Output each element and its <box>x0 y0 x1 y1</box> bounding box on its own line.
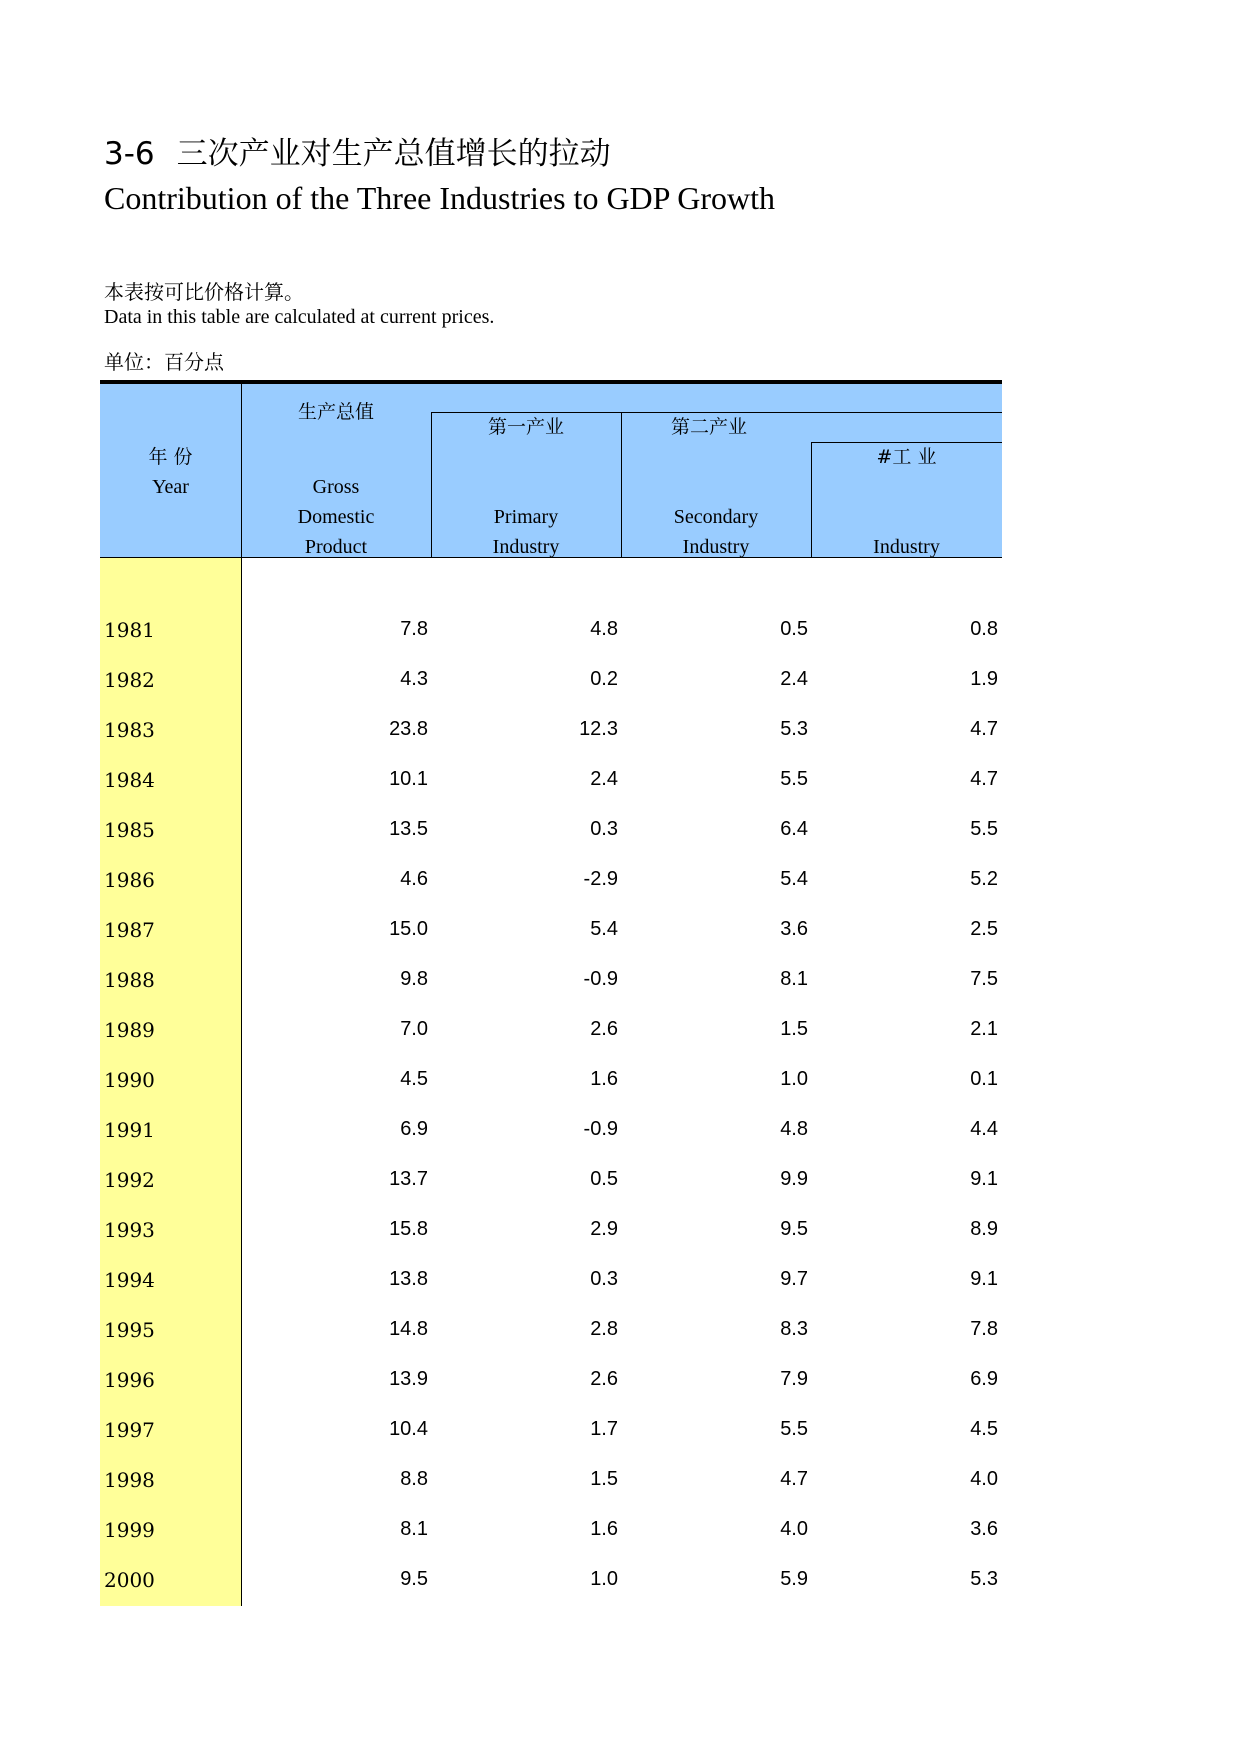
primary-cell: 0.2 <box>590 668 618 690</box>
industry-cell: 2.1 <box>970 1018 998 1040</box>
secondary-cell: 4.7 <box>780 1468 808 1490</box>
industry-cell: 6.9 <box>970 1368 998 1390</box>
table-row <box>100 808 1002 858</box>
year-cell: 1991 <box>104 1118 155 1142</box>
year-cell: 1999 <box>104 1518 155 1542</box>
gdp-cell: 7.8 <box>400 618 428 640</box>
year-cell: 1985 <box>104 818 155 842</box>
year-cell: 1996 <box>104 1368 155 1392</box>
industry-cell: 4.7 <box>970 718 998 740</box>
industry-cell: 9.1 <box>970 1168 998 1190</box>
industry-cell: 9.1 <box>970 1268 998 1290</box>
table-row <box>100 958 1002 1008</box>
primary-cell: 4.8 <box>590 618 618 640</box>
note-en: Data in this table are calculated at current prices. <box>104 306 495 328</box>
industry-cell: 3.6 <box>970 1518 998 1540</box>
year-cell: 1993 <box>104 1218 155 1242</box>
table-row <box>100 1158 1002 1208</box>
industry-cell: 4.0 <box>970 1468 998 1490</box>
industry-cell: 7.8 <box>970 1318 998 1340</box>
header-primary-cn: 第一产业 <box>487 416 564 438</box>
gdp-cell: 15.0 <box>389 918 428 940</box>
table-row <box>100 758 1002 808</box>
header-gdp-en-2: Domestic <box>297 506 375 528</box>
header-gdp-en-1: Gross <box>312 476 360 498</box>
industry-cell: 8.9 <box>970 1218 998 1240</box>
header-year-en: Year <box>152 476 189 498</box>
primary-cell: 0.3 <box>590 818 618 840</box>
gdp-cell: 4.3 <box>400 668 428 690</box>
year-cell: 1984 <box>104 768 155 792</box>
year-cell: 1989 <box>104 1018 155 1042</box>
table-row <box>100 1408 1002 1458</box>
secondary-cell: 5.5 <box>780 768 808 790</box>
secondary-cell: 6.4 <box>780 818 808 840</box>
table-row <box>100 1008 1002 1058</box>
primary-cell: -0.9 <box>583 1118 618 1140</box>
industry-cell: 0.8 <box>970 618 998 640</box>
table-row <box>100 1258 1002 1308</box>
year-cell: 1981 <box>104 618 155 642</box>
header-secondary-en-2: Industry <box>682 536 750 558</box>
note-cn: 本表按可比价格计算。 <box>104 280 304 304</box>
secondary-cell: 8.3 <box>780 1318 808 1340</box>
secondary-cell: 5.9 <box>780 1568 808 1590</box>
gdp-cell: 4.6 <box>400 868 428 890</box>
header-primary-en-2: Industry <box>492 536 560 558</box>
header-industry-cn: #工 业 <box>876 446 937 468</box>
table-row <box>100 708 1002 758</box>
industry-cell: 4.4 <box>970 1118 998 1140</box>
year-cell: 2000 <box>104 1568 155 1592</box>
gdp-cell: 13.9 <box>389 1368 428 1390</box>
header-primary-en-1: Primary <box>493 506 559 528</box>
gdp-cell: 13.8 <box>389 1268 428 1290</box>
header-gdp-en-3: Product <box>304 536 368 558</box>
primary-cell: 5.4 <box>590 918 618 940</box>
secondary-cell: 3.6 <box>780 918 808 940</box>
gdp-cell: 13.5 <box>389 818 428 840</box>
header-gdp-cn: 生产总值 <box>297 401 374 423</box>
secondary-cell: 9.9 <box>780 1168 808 1190</box>
gdp-cell: 10.1 <box>389 768 428 790</box>
secondary-cell: 8.1 <box>780 968 808 990</box>
unit-label: 单位：百分点 <box>104 350 224 374</box>
secondary-cell: 4.0 <box>780 1518 808 1540</box>
primary-cell: 2.6 <box>590 1368 618 1390</box>
secondary-cell: 4.8 <box>780 1118 808 1140</box>
gdp-cell: 8.1 <box>400 1518 428 1540</box>
industry-cell: 4.5 <box>970 1418 998 1440</box>
secondary-cell: 1.0 <box>780 1068 808 1090</box>
table-row <box>100 1058 1002 1108</box>
year-cell: 1995 <box>104 1318 155 1342</box>
table-row <box>100 1558 1002 1608</box>
primary-cell: 1.6 <box>590 1068 618 1090</box>
year-cell: 1990 <box>104 1068 155 1092</box>
header-industry-en: Industry <box>873 536 940 558</box>
year-cell: 1987 <box>104 918 155 942</box>
table-row <box>100 1308 1002 1358</box>
table-row <box>100 1508 1002 1558</box>
gdp-cell: 23.8 <box>389 718 428 740</box>
year-cell: 1992 <box>104 1168 155 1192</box>
primary-cell: 2.9 <box>590 1218 618 1240</box>
secondary-cell: 9.5 <box>780 1218 808 1240</box>
header-secondary-cn: 第二产业 <box>671 416 748 438</box>
gdp-cell: 4.5 <box>400 1068 428 1090</box>
secondary-cell: 1.5 <box>780 1018 808 1040</box>
page-title-en: Contribution of the Three Industries to GDP Growth <box>104 180 776 216</box>
gdp-cell: 7.0 <box>400 1018 428 1040</box>
page-title-cn <box>104 128 611 173</box>
primary-cell: 2.8 <box>590 1318 618 1340</box>
industry-cell: 0.1 <box>970 1068 998 1090</box>
industry-cell: 4.7 <box>970 768 998 790</box>
primary-cell: 0.5 <box>590 1168 618 1190</box>
primary-cell: 1.5 <box>590 1468 618 1490</box>
table-row <box>100 658 1002 708</box>
secondary-cell: 9.7 <box>780 1268 808 1290</box>
year-cell: 1997 <box>104 1418 155 1442</box>
primary-cell: -2.9 <box>583 868 618 890</box>
industry-cell: 5.2 <box>970 868 998 890</box>
table-header <box>100 380 1002 558</box>
secondary-cell: 7.9 <box>780 1368 808 1390</box>
secondary-cell: 5.3 <box>780 718 808 740</box>
table-row <box>100 1458 1002 1508</box>
table-row <box>100 608 1002 658</box>
primary-cell: 1.0 <box>590 1568 618 1590</box>
table-row <box>100 1358 1002 1408</box>
table-row <box>100 908 1002 958</box>
secondary-cell: 5.4 <box>780 868 808 890</box>
gdp-cell: 10.4 <box>389 1418 428 1440</box>
industry-cell: 1.9 <box>970 668 998 690</box>
gdp-cell: 8.8 <box>400 1468 428 1490</box>
primary-cell: 2.4 <box>590 768 618 790</box>
primary-cell: 1.6 <box>590 1518 618 1540</box>
primary-cell: 0.3 <box>590 1268 618 1290</box>
industry-cell: 7.5 <box>970 968 998 990</box>
industry-cell: 2.5 <box>970 918 998 940</box>
table-row <box>100 858 1002 908</box>
year-cell: 1988 <box>104 968 155 992</box>
secondary-cell: 2.4 <box>780 668 808 690</box>
table-row <box>100 1108 1002 1158</box>
title-cn-text: 三次产业对生产总值增长的拉动 <box>176 136 611 172</box>
industry-cell: 5.5 <box>970 818 998 840</box>
header-year-cn: 年 份 <box>148 446 193 468</box>
industry-cell: 5.3 <box>970 1568 998 1590</box>
primary-cell: 2.6 <box>590 1018 618 1040</box>
gdp-cell: 9.5 <box>400 1568 428 1590</box>
primary-cell: -0.9 <box>583 968 618 990</box>
year-cell: 1994 <box>104 1268 155 1292</box>
primary-cell: 1.7 <box>590 1418 618 1440</box>
gdp-cell: 6.9 <box>400 1118 428 1140</box>
table-row <box>100 1208 1002 1258</box>
table-number: 3-6 <box>104 136 155 172</box>
year-cell: 1986 <box>104 868 155 892</box>
gdp-cell: 14.8 <box>389 1318 428 1340</box>
year-cell: 1998 <box>104 1468 155 1492</box>
header-secondary-en-1: Secondary <box>673 506 759 528</box>
secondary-cell: 5.5 <box>780 1418 808 1440</box>
gdp-cell: 9.8 <box>400 968 428 990</box>
primary-cell: 12.3 <box>579 718 618 740</box>
year-cell: 1983 <box>104 718 155 742</box>
gdp-cell: 13.7 <box>389 1168 428 1190</box>
secondary-cell: 0.5 <box>780 618 808 640</box>
gdp-cell: 15.8 <box>389 1218 428 1240</box>
year-cell: 1982 <box>104 668 155 692</box>
